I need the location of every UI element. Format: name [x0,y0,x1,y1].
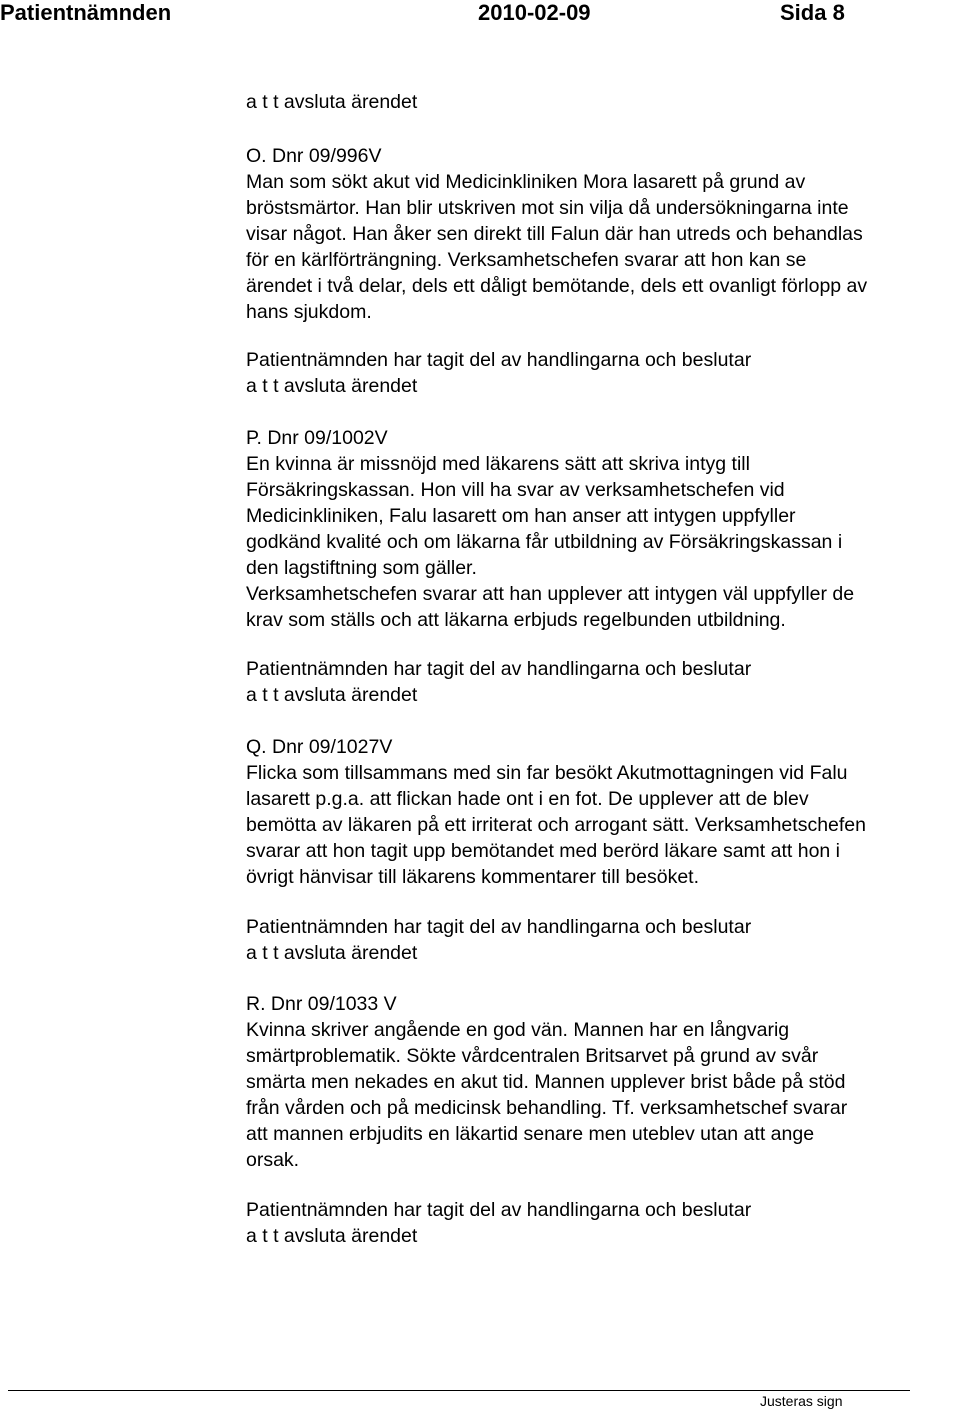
footer-signature-label: Justeras sign [760,1393,843,1409]
case-line: Verksamhetschefen svarar att han upplever att intygen väl uppfyller de [246,583,855,605]
case-line: från vården och på medicinsk behandling. Tf. verksamhetschef svarar [246,1097,848,1119]
case-line: övrigt hänvisar till läkarens kommentarer till besöket. [246,866,700,888]
case-line: bröstsmärtor. Han blir utskriven mot sin vilja då undersökningarna inte [246,197,849,219]
case-line: smärta men nekades en akut tid. Mannen upplever brist både på stöd [246,1071,846,1093]
case-q [246,734,960,890]
case-line: Försäkringskassan. Hon vill ha svar av verksamhetschefen vid [246,479,785,501]
case-line: Flicka som tillsammans med sin far besökt Akutmottagningen vid Falu [246,762,848,784]
case-resolution: Patientnämnden har tagit del av handlingarna och beslutar [246,349,752,371]
case-heading: Q. Dnr 09/1027V [246,736,393,758]
case-line: En kvinna är missnöjd med läkarens sätt att skriva intyg till [246,453,750,475]
case-o-resolution-block [246,347,960,399]
case-resolution: Patientnämnden har tagit del av handlingarna och beslutar [246,1199,752,1221]
case-r-resolution-block [246,1197,960,1249]
case-line: krav som ställs och att läkarna erbjuds regelbunden utbildning. [246,609,786,631]
intro-decision: a t t avsluta ärendet [246,91,418,113]
case-line: svarar att hon tagit upp bemötandet med berörd läkare samt att hon i [246,840,841,862]
case-heading: O. Dnr 09/996V [246,145,382,167]
case-p [246,425,960,633]
case-line: hans sjukdom. [246,301,372,323]
case-line: Man som sökt akut vid Medicinkliniken Mora lasarett på grund av [246,171,806,193]
case-line: Medicinkliniken, Falu lasarett om han anser att intygen uppfyller [246,505,796,527]
case-line: godkänd kvalité och om läkarna får utbildning av Försäkringskassan i [246,531,843,553]
page-header [0,0,960,28]
case-line: smärtproblematik. Sökte vårdcentralen Britsarvet på grund av svår [246,1045,819,1067]
case-line: den lagstiftning som gäller. [246,557,477,579]
header-date: 2010-02-09 [478,0,591,25]
case-resolution: Patientnämnden har tagit del av handlingarna och beslutar [246,916,752,938]
case-resolution: Patientnämnden har tagit del av handlingarna och beslutar [246,658,752,680]
case-heading: P. Dnr 09/1002V [246,427,388,449]
case-line: orsak. [246,1149,300,1171]
header-title: Patientnämnden [0,0,172,25]
case-decision: a t t avsluta ärendet [246,1225,418,1247]
intro-block [246,89,960,115]
case-p-resolution-block [246,656,960,708]
case-q-resolution-block [246,914,960,966]
signature-line [8,1390,910,1391]
case-o [246,143,960,325]
case-line: att mannen erbjudits en läkartid senare men uteblev utan att ange [246,1123,815,1145]
case-decision: a t t avsluta ärendet [246,684,418,706]
case-line: lasarett p.g.a. att flickan hade ont i en fot. De upplever att de blev [246,788,809,810]
case-heading: R. Dnr 09/1033 V [246,993,397,1015]
case-line: Kvinna skriver angående en god vän. Mannen har en långvarig [246,1019,790,1041]
case-line: bemötta av läkaren på ett irriterat och arrogant sätt. Verksamhetschefen [246,814,866,836]
case-line: visar något. Han åker sen direkt till Falun där han utreds och behandlas [246,223,863,245]
case-line: för en kärlförträngning. Verksamhetschefen svarar att hon kan se [246,249,807,271]
header-page-number: Sida 8 [780,0,845,25]
case-r [246,991,960,1173]
case-line: ärendet i två delar, dels ett dåligt bemötande, dels ett ovanligt förlopp av [246,275,868,297]
case-decision: a t t avsluta ärendet [246,375,418,397]
case-decision: a t t avsluta ärendet [246,942,418,964]
